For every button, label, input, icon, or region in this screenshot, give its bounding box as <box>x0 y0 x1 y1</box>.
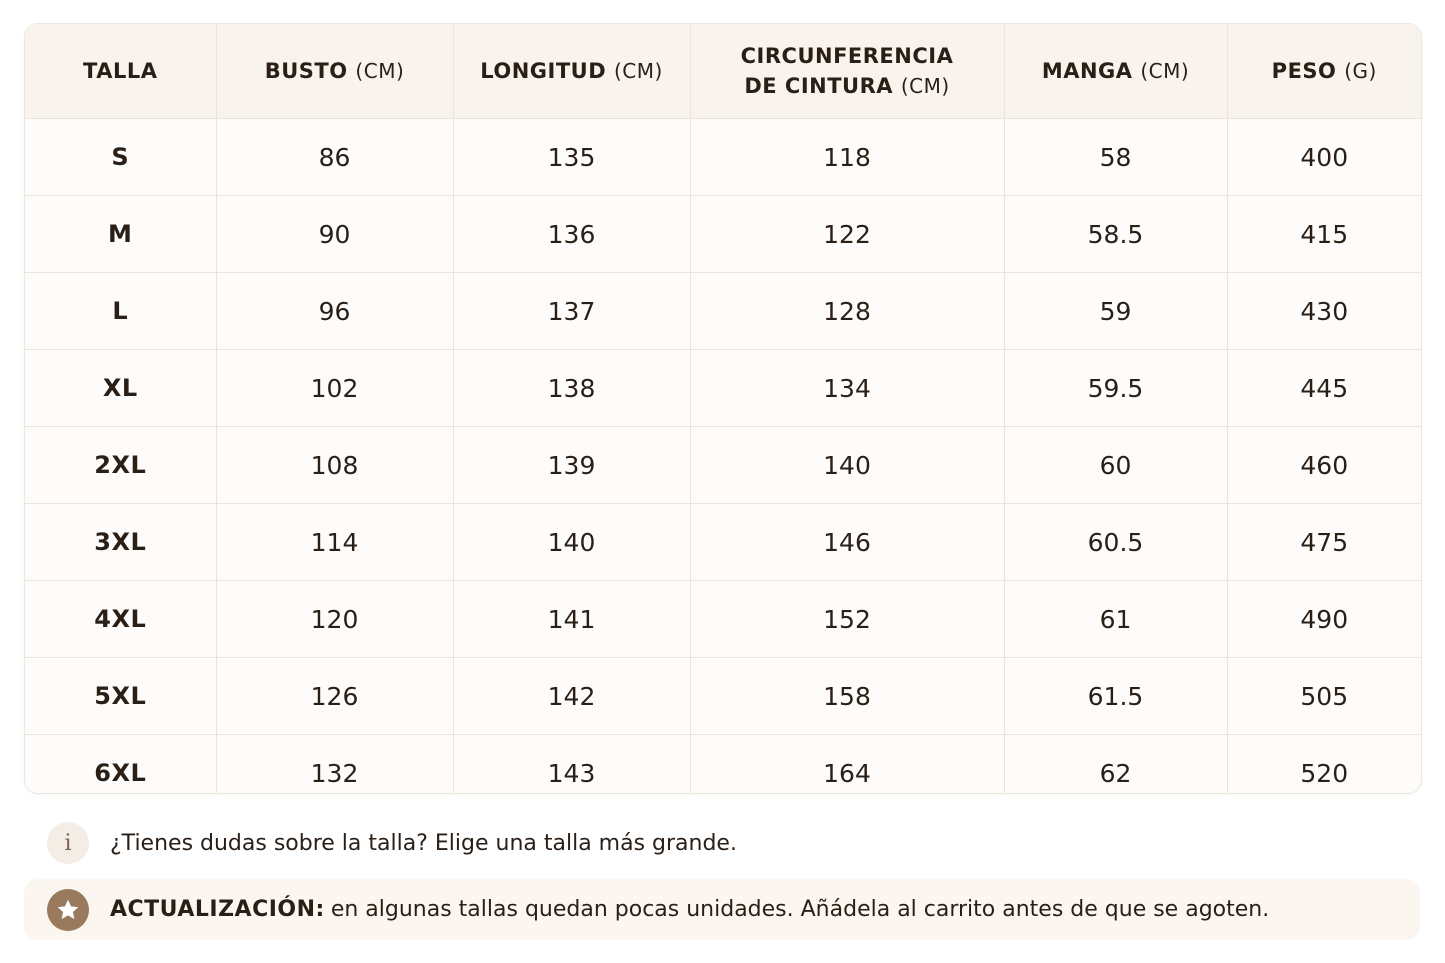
table-row <box>25 504 1421 581</box>
size-cell: M <box>25 196 216 273</box>
table-cell: 59.5 <box>1004 350 1227 427</box>
table-cell: 59 <box>1004 273 1227 350</box>
info-icon: i <box>47 822 89 864</box>
table-cell: 118 <box>690 119 1004 196</box>
size-cell: 5XL <box>25 658 216 735</box>
table-cell: 520 <box>1227 735 1421 795</box>
table-cell: 86 <box>216 119 453 196</box>
size-cell: 2XL <box>25 427 216 504</box>
table-row <box>25 581 1421 658</box>
table-cell: 475 <box>1227 504 1421 581</box>
size-cell: 6XL <box>25 735 216 795</box>
table-cell: 58 <box>1004 119 1227 196</box>
table-cell: 139 <box>453 427 690 504</box>
table-header-row <box>25 24 1421 119</box>
stock-update-banner <box>24 879 1420 940</box>
header-talla: TALLA <box>25 24 216 119</box>
header-busto: BUSTO (CM) <box>216 24 453 119</box>
header-peso: PESO (G) <box>1227 24 1421 119</box>
table-cell: 152 <box>690 581 1004 658</box>
table-cell: 61.5 <box>1004 658 1227 735</box>
size-table <box>25 24 1421 794</box>
table-cell: 140 <box>453 504 690 581</box>
table-cell: 96 <box>216 273 453 350</box>
table-cell: 142 <box>453 658 690 735</box>
table-cell: 120 <box>216 581 453 658</box>
table-cell: 132 <box>216 735 453 795</box>
table-cell: 415 <box>1227 196 1421 273</box>
table-cell: 108 <box>216 427 453 504</box>
table-cell: 128 <box>690 273 1004 350</box>
table-cell: 141 <box>453 581 690 658</box>
table-cell: 90 <box>216 196 453 273</box>
table-cell: 62 <box>1004 735 1227 795</box>
update-label: ACTUALIZACIÓN: <box>110 897 325 922</box>
table-cell: 60.5 <box>1004 504 1227 581</box>
table-cell: 430 <box>1227 273 1421 350</box>
table-cell: 135 <box>453 119 690 196</box>
table-cell: 126 <box>216 658 453 735</box>
table-row <box>25 196 1421 273</box>
table-cell: 137 <box>453 273 690 350</box>
header-cintura: CIRCUNFERENCIA DE CINTURA (CM) <box>690 24 1004 119</box>
table-row <box>25 658 1421 735</box>
size-cell: L <box>25 273 216 350</box>
size-cell: 3XL <box>25 504 216 581</box>
table-cell: 158 <box>690 658 1004 735</box>
table-cell: 114 <box>216 504 453 581</box>
table-cell: 138 <box>453 350 690 427</box>
size-cell: 4XL <box>25 581 216 658</box>
table-cell: 400 <box>1227 119 1421 196</box>
table-cell: 505 <box>1227 658 1421 735</box>
size-cell: S <box>25 119 216 196</box>
star-icon <box>47 889 89 931</box>
header-longitud: LONGITUD (CM) <box>453 24 690 119</box>
table-cell: 60 <box>1004 427 1227 504</box>
table-row <box>25 350 1421 427</box>
table-row <box>25 735 1421 795</box>
table-row <box>25 273 1421 350</box>
table-row <box>25 427 1421 504</box>
table-cell: 460 <box>1227 427 1421 504</box>
table-cell: 146 <box>690 504 1004 581</box>
table-cell: 140 <box>690 427 1004 504</box>
table-cell: 445 <box>1227 350 1421 427</box>
table-cell: 136 <box>453 196 690 273</box>
table-row <box>25 119 1421 196</box>
table-cell: 102 <box>216 350 453 427</box>
table-cell: 122 <box>690 196 1004 273</box>
size-cell: XL <box>25 350 216 427</box>
table-cell: 164 <box>690 735 1004 795</box>
table-cell: 143 <box>453 735 690 795</box>
header-manga: MANGA (CM) <box>1004 24 1227 119</box>
table-cell: 134 <box>690 350 1004 427</box>
size-chart <box>24 23 1422 794</box>
size-advice-text: ¿Tienes dudas sobre la talla? Elige una talla más grande. <box>110 830 737 856</box>
table-cell: 490 <box>1227 581 1421 658</box>
table-cell: 61 <box>1004 581 1227 658</box>
update-text: en algunas tallas quedan pocas unidades. Añádela al carrito antes de que se agoten. <box>330 897 1270 922</box>
size-advice-note <box>47 822 737 864</box>
table-cell: 58.5 <box>1004 196 1227 273</box>
